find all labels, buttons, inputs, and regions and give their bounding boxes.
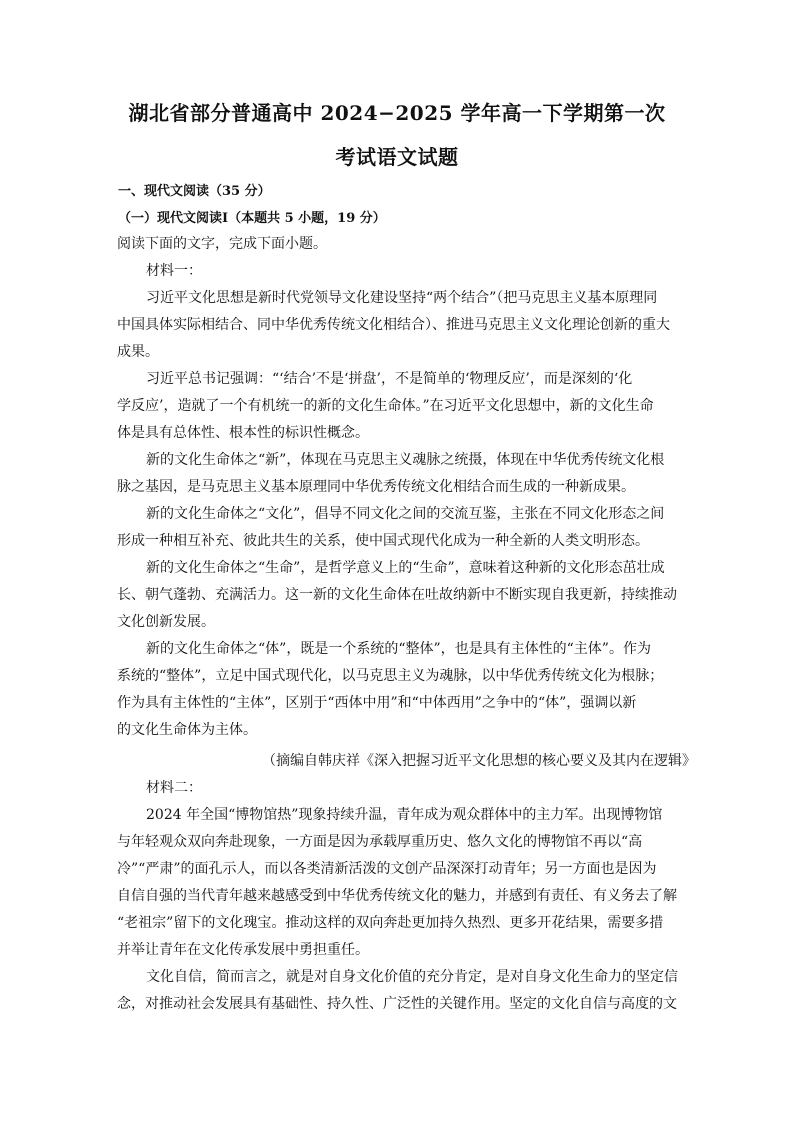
paragraph-line: 自信自强的当代青年越来越感受到中华优秀传统文化的魅力，并感到有责任、有义务去了解	[117, 888, 677, 904]
paragraph-line: 习近平总书记强调：“‘结合’不是‘拼盘’，不是简单的‘物理反应’，而是深刻的‘化	[146, 371, 633, 387]
instruction-text: 阅读下面的文字，完成下面小题。	[117, 236, 327, 252]
paragraph-line: 的文化生命体为主体。	[117, 722, 257, 738]
paragraph-line: 新的文化生命体之“文化”，倡导不同文化之间的交流互鉴，主张在不同文化形态之间	[146, 506, 665, 522]
paragraph-line: 成果。	[117, 344, 159, 360]
material2-paragraph-2	[117, 964, 678, 1018]
paragraph-line: 文化创新发展。	[117, 614, 215, 630]
paragraph-line: 新的文化生命体之“新”，体现在马克思主义魂脉之统摄，体现在中华优秀传统文化根	[146, 452, 665, 468]
material2-paragraph-1	[117, 802, 677, 964]
paragraph-line: 文化自信，简而言之，就是对自身文化价值的充分肯定，是对自身文化生命力的坚定信	[146, 969, 678, 985]
section-heading: 一、现代文阅读（35 分）	[118, 184, 271, 199]
material1-paragraph-6	[117, 636, 674, 744]
paragraph-line: “老祖宗”留下的文化瑰宝。推动这样的双向奔赴更加持久热烈、更多开花结果，需要多措	[117, 915, 664, 931]
material1-paragraph-3	[117, 447, 674, 501]
material1-paragraph-4	[117, 501, 674, 555]
paragraph-line: 学反应’，造就了一个有机统一的新的文化生命体。”在习近平文化思想中，新的文化生命	[117, 398, 654, 414]
paragraph-line: 新的文化生命体之“生命”，是哲学意义上的“生命”，意味着这种新的文化形态茁壮成	[146, 560, 665, 576]
paragraph-line: 冷”“严肃”的面孔示人，而以各类清新活泼的文创产品深深打动青年；另一方面也是因为	[117, 861, 657, 877]
paragraph-line: 长、朝气蓬勃、充满活力。这一新的文化生命体在吐故纳新中不断实现自我更新，持续推动	[117, 587, 677, 603]
paragraph-line: 系统的“整体”，立足中国式现代化，以马克思主义为魂脉，以中华优秀传统文化为根脉；	[117, 668, 664, 684]
paragraph-line: 与年轻观众双向奔赴现象，一方面是因为承载厚重历史、悠久文化的博物馆不再以“高	[117, 834, 643, 850]
paragraph-line: 2024 年全国“博物馆热”现象持续升温，青年成为观众群体中的主力军。出现博物馆	[146, 807, 663, 823]
paragraph-line: 形成一种相互补充、彼此共生的关系，使中国式现代化成为一种全新的人类文明形态。	[117, 533, 649, 549]
material1-paragraph-2	[117, 366, 674, 447]
material1-label: 材料一：	[146, 263, 202, 279]
source-citation: （摘编自韩庆祥《深入把握习近平文化思想的核心要义及其内在逻辑》	[262, 753, 696, 769]
paragraph-line: 习近平文化思想是新时代党领导文化建设坚持“两个结合”（把马克思主义基本原理同	[146, 290, 658, 306]
paragraph-line: 念，对推动社会发展具有基础性、持久性、广泛性的关键作用。坚定的文化自信与高度的文	[117, 996, 677, 1012]
paragraph-line: 中国具体实际相结合、同中华优秀传统文化相结合）、推进马克思主义文化理论创新的重大	[117, 317, 670, 333]
paragraph-line: 并举让青年在文化传承发展中勇担重任。	[117, 942, 369, 958]
paragraph-line: 体是具有总体性、根本性的标识性概念。	[117, 425, 369, 441]
material1-paragraph-1	[117, 285, 674, 366]
material2-label: 材料二：	[146, 780, 202, 796]
subsection-heading: （一）现代文阅读Ⅰ（本题共 5 小题，19 分）	[118, 211, 386, 226]
paragraph-line: 新的文化生命体之“体”，既是一个系统的“整体”，也是具有主体性的“主体”。作为	[146, 641, 651, 657]
material1-paragraph-5	[117, 555, 677, 636]
exam-title-line2: 考试语文试题	[335, 145, 459, 169]
paragraph-line: 脉之基因，是马克思主义基本原理同中华优秀传统文化相结合而生成的一种新成果。	[117, 479, 635, 495]
exam-title-line1: 湖北省部分普通高中 2024−2025 学年高一下学期第一次	[128, 101, 666, 125]
paragraph-line: 作为具有主体性的“主体”，区别于“西体中用”和“中体西用”之争中的“体”，强调以新	[117, 695, 637, 711]
